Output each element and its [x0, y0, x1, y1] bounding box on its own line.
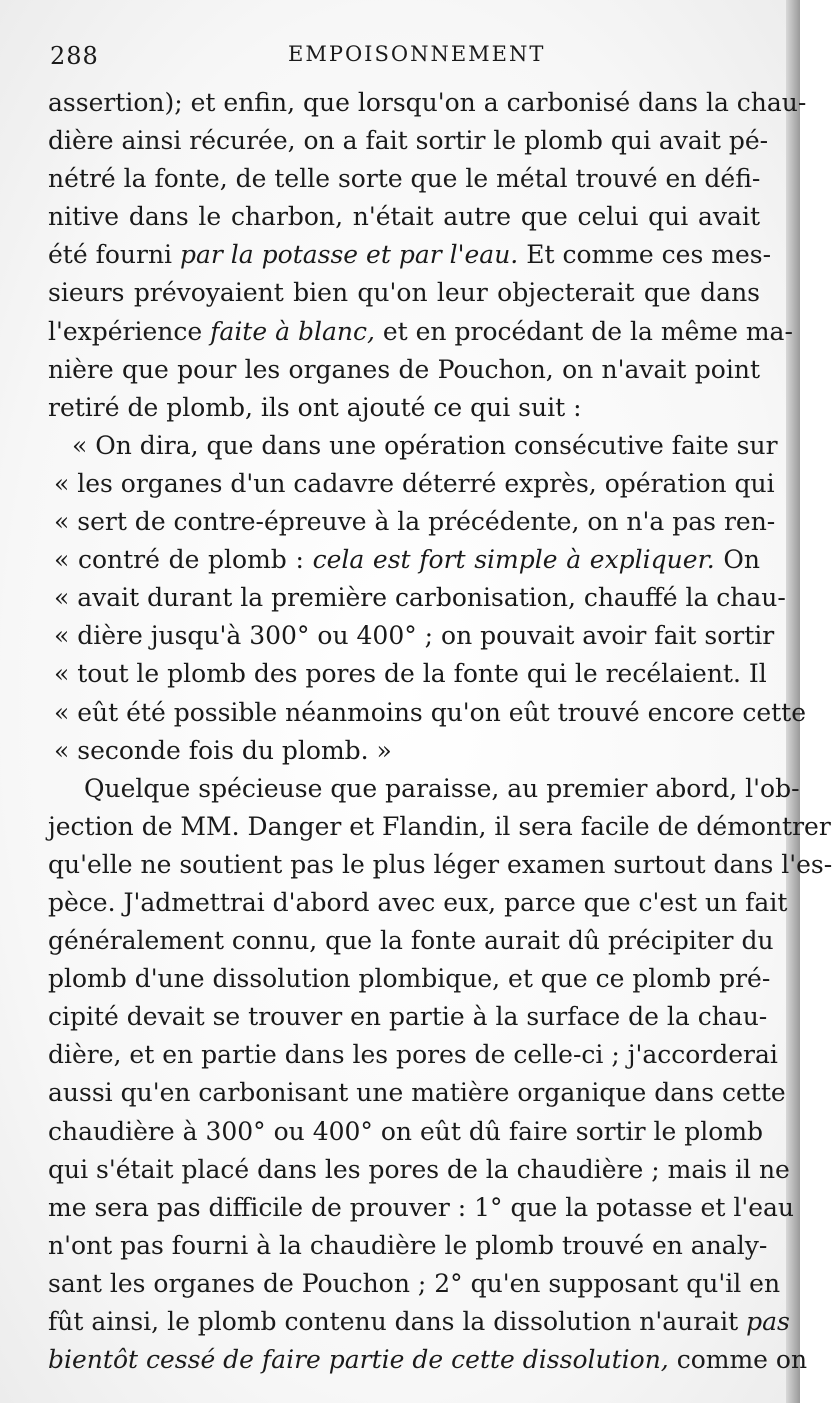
text-line — [48, 465, 775, 503]
text-segment: dière ainsi récurée, on a fait sortir le plomb qui avait pé- — [48, 126, 769, 156]
text-segment: pèce. J'admettrai d'abord avec eux, parce que c'est un fait — [48, 887, 788, 917]
text-line — [48, 1151, 790, 1189]
text-segment: comme on — [668, 1345, 808, 1375]
running-title: EMPOISONNEMENT — [288, 42, 546, 66]
text-line — [48, 617, 775, 655]
text-line — [48, 84, 807, 122]
text-segment: On — [714, 545, 760, 575]
text-segment: « On dira, que dans une opération consécutive faite sur — [72, 430, 778, 460]
text-segment: jection de MM. Danger et Flandin, il sera facile de démontrer — [48, 811, 831, 841]
text-segment: « tout le plomb des pores de la fonte qui le recélaient. Il — [54, 659, 767, 689]
text-segment: Quelque spécieuse que paraisse, au premier abord, l'ob- — [84, 773, 800, 803]
text-line — [48, 198, 760, 236]
text-segment: qui s'était placé dans les pores de la chaudière ; mais il ne — [48, 1154, 790, 1184]
italic-text: faite à blanc, — [210, 316, 375, 346]
text-segment: « sert de contre-épreuve à la précédente, on n'a pas ren- — [54, 507, 776, 537]
page-number: 288 — [50, 42, 99, 70]
text-line — [48, 655, 767, 693]
text-line — [48, 694, 807, 732]
text-line — [48, 960, 771, 998]
text-segment: et en procédant de la même ma- — [374, 316, 793, 346]
text-segment: « contré de plomb : — [54, 545, 313, 575]
page-header — [50, 38, 750, 78]
text-line — [48, 884, 788, 922]
text-line — [48, 1227, 768, 1265]
text-line — [48, 351, 760, 389]
text-segment: fût ainsi, le plomb contenu dans la dissolution n'aurait — [48, 1307, 747, 1336]
text-segment: n'ont pas fourni à la chaudière le plomb trouvé en analy- — [48, 1230, 768, 1260]
text-line — [48, 846, 832, 884]
text-segment: été fourni — [48, 240, 180, 270]
text-segment: nétré la fonte, de telle sorte que le métal trouvé en défi- — [48, 164, 761, 194]
text-line — [48, 503, 776, 541]
text-line — [48, 1189, 794, 1227]
text-segment: sieurs prévoyaient bien qu'on leur objecterait que dans — [48, 278, 760, 308]
text-line — [48, 541, 760, 579]
italic-text: pas — [746, 1307, 790, 1336]
text-line — [48, 389, 760, 427]
text-segment: nière que pour les organes de Pouchon, on n'avait point — [48, 354, 760, 384]
text-segment: « avait durant la première carbonisation, chauffé la chau- — [54, 583, 786, 613]
italic-text: cela est fort simple à expliquer. — [312, 545, 715, 575]
text-segment: cipité devait se trouver en partie à la surface de la chau- — [48, 1002, 768, 1032]
text-line — [48, 274, 760, 312]
text-segment: me sera pas difficile de prouver : 1° que la potasse et l'eau — [48, 1192, 794, 1222]
text-line — [48, 808, 831, 846]
text-line — [48, 236, 772, 274]
text-line — [48, 732, 760, 770]
text-segment: « seconde fois du plomb. » — [54, 735, 392, 765]
text-line — [48, 427, 778, 465]
text-segment: « dière jusqu'à 300° ou 400° ; on pouvait avoir fait sortir — [54, 621, 775, 651]
text-segment: chaudière à 300° ou 400° on eût dû faire sortir le plomb — [48, 1116, 764, 1146]
text-line — [48, 770, 800, 808]
text-segment: qu'elle ne soutient pas le plus léger examen surtout dans l'es- — [48, 849, 832, 879]
text-line — [48, 1036, 778, 1074]
text-line — [48, 1341, 808, 1379]
text-segment: l'expérience — [48, 316, 211, 346]
text-segment: dière, et en partie dans les pores de celle-ci ; j'accorderai — [48, 1040, 778, 1070]
text-segment: « eût été possible néanmoins qu'on eût trouvé encore cette — [54, 697, 807, 727]
text-segment: plomb d'une dissolution plombique, et que ce plomb pré- — [48, 964, 771, 994]
text-segment: « les organes d'un cadavre déterré exprès, opération qui — [54, 468, 775, 498]
text-line — [48, 998, 768, 1036]
text-segment: sant les organes de Pouchon ; 2° qu'en supposant qu'il en — [48, 1268, 781, 1298]
text-segment: assertion); et enfin, que lorsqu'on a carbonisé dans la chau- — [48, 88, 807, 117]
text-line — [48, 1074, 786, 1112]
text-line — [48, 313, 793, 351]
italic-text: par la potasse et par l'eau. — [179, 240, 519, 270]
text-line — [48, 1265, 781, 1303]
text-segment: généralement connu, que la fonte aurait dû précipiter du — [48, 926, 774, 956]
text-segment: retiré de plomb, ils ont ajouté ce qui suit : — [48, 392, 582, 422]
italic-text: bientôt cessé de faire partie de cette dissolution, — [48, 1345, 669, 1375]
text-line — [48, 122, 769, 160]
text-line — [48, 1303, 790, 1341]
text-line — [48, 160, 760, 198]
text-segment: aussi qu'en carbonisant une matière organique dans cette — [48, 1078, 786, 1108]
text-segment: Et comme ces mes- — [518, 240, 772, 270]
text-line — [48, 579, 786, 617]
text-segment: nitive dans le charbon, n'était autre que celui qui avait — [48, 202, 760, 232]
text-line — [48, 922, 774, 960]
text-line — [48, 1113, 764, 1151]
body-text — [48, 84, 832, 1379]
